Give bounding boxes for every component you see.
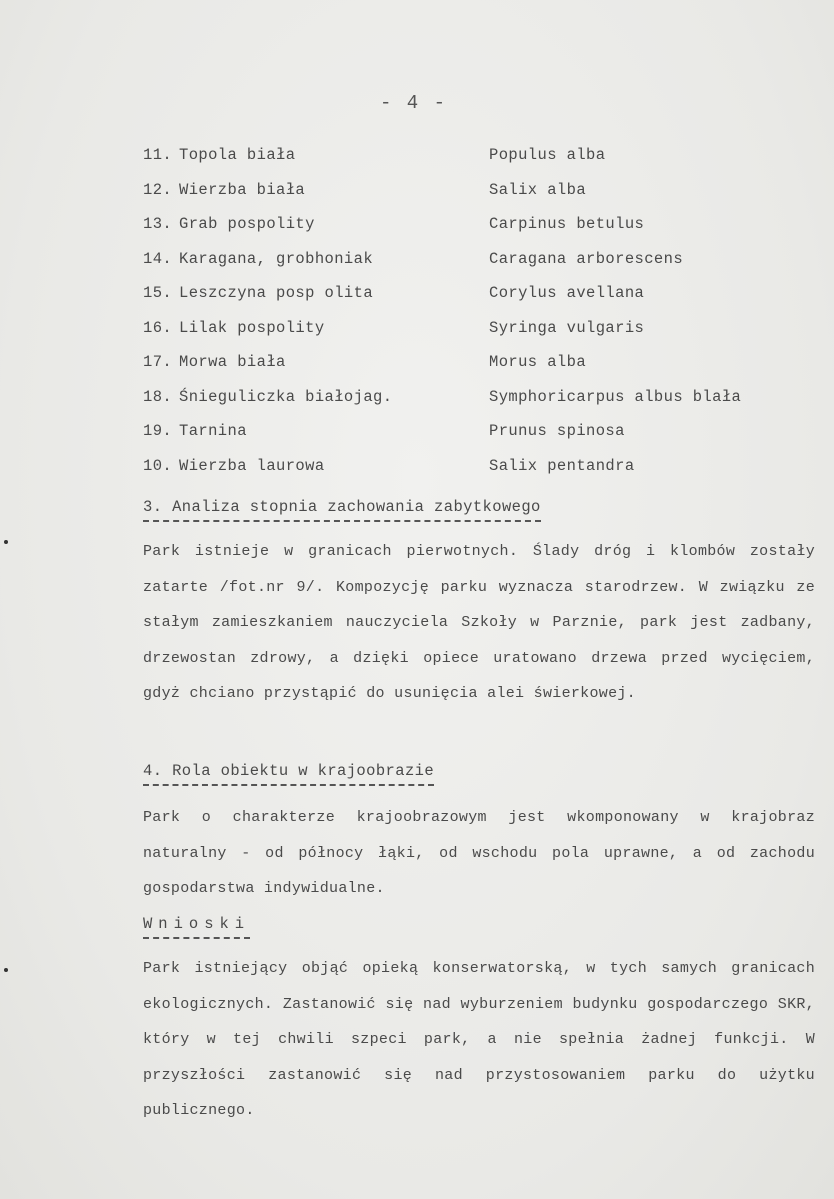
latin-name: Salix pentandra [489,456,635,475]
section-3-heading: 3. Analiza stopnia zachowania zabytkowego [143,498,541,522]
latin-name: Corylus avellana [489,284,645,303]
latin-name: Populus alba [489,146,606,165]
latin-name: Carpinus betulus [489,215,645,234]
item-number: 14. [143,249,173,268]
section-4-heading: 4. Rola obiektu w krajoobrazie [143,762,434,786]
polish-name: Karagana, grobhoniak [179,249,374,268]
page-number: - 4 - [380,92,448,114]
list-item [143,276,783,311]
item-number: 10. [143,456,173,475]
section-4-text: Park o charakterze krajoobrazowym jest wkomponowany w krajobraz naturalny - od północy łąki, od wschodu pola uprawne, a od zachodu gospodarstwa indywidualne. [143,809,815,897]
wnioski-text: Park istniejący objąć opieką konserwatorską, w tych samych granicach ekologicznych. Zastanowić się nad wyburzeniem budynku gospodarczego SKR, który w tej chwili szpeci park, a nie spełnia żadnej funkcji. W przyszłości zastanowić się nad przystosowaniem parku do użytku publicznego. [143,960,815,1119]
polish-name: Topola biała [179,146,296,165]
item-number: 12. [143,180,173,199]
list-item [143,173,783,208]
polish-name: Leszczyna posp olita [179,284,374,303]
item-number: 16. [143,318,173,337]
latin-name: Prunus spinosa [489,422,625,441]
list-item [143,138,783,173]
latin-name: Caragana arborescens [489,249,684,268]
item-number: 11. [143,146,173,165]
polish-name: Wierzba laurowa [179,456,325,475]
margin-dot [4,968,8,972]
latin-name: Symphoricarpus albus blała [489,387,742,406]
latin-name: Salix alba [489,180,587,199]
wnioski-heading: Wnioski [143,915,250,939]
item-number: 18. [143,387,173,406]
polish-name: Morwa biała [179,353,286,372]
item-number: 19. [143,422,173,441]
list-item [143,414,783,449]
list-item [143,345,783,380]
section-3-text: Park istnieje w granicach pierwotnych. Ślady dróg i klombów zostały zatarte /fot.nr 9/. Kompozycję parku wyznacza starodrzew. W związku ze stałym zamieszkaniem nauczyciela Szkoły w Parznie, park jest zadbany, drzewostan zdrowy, a dzięki opiece uratowano drzewa przed wycięciem, gdyż chciano przystąpić do usunięcia alei świerkowej. [143,543,815,702]
species-list [143,138,783,483]
list-item [143,449,783,484]
latin-name: Syringa vulgaris [489,318,645,337]
list-item [143,380,783,415]
polish-name: Grab pospolity [179,215,315,234]
list-item [143,207,783,242]
latin-name: Morus alba [489,353,587,372]
list-item [143,311,783,346]
item-number: 17. [143,353,173,372]
item-number: 13. [143,215,173,234]
list-item [143,242,783,277]
item-number: 15. [143,284,173,303]
polish-name: Wierzba biała [179,180,306,199]
polish-name: Lilak pospolity [179,318,325,337]
polish-name: Śnieguliczka białojag. [179,387,393,406]
polish-name: Tarnina [179,422,247,441]
margin-dot [4,540,8,544]
